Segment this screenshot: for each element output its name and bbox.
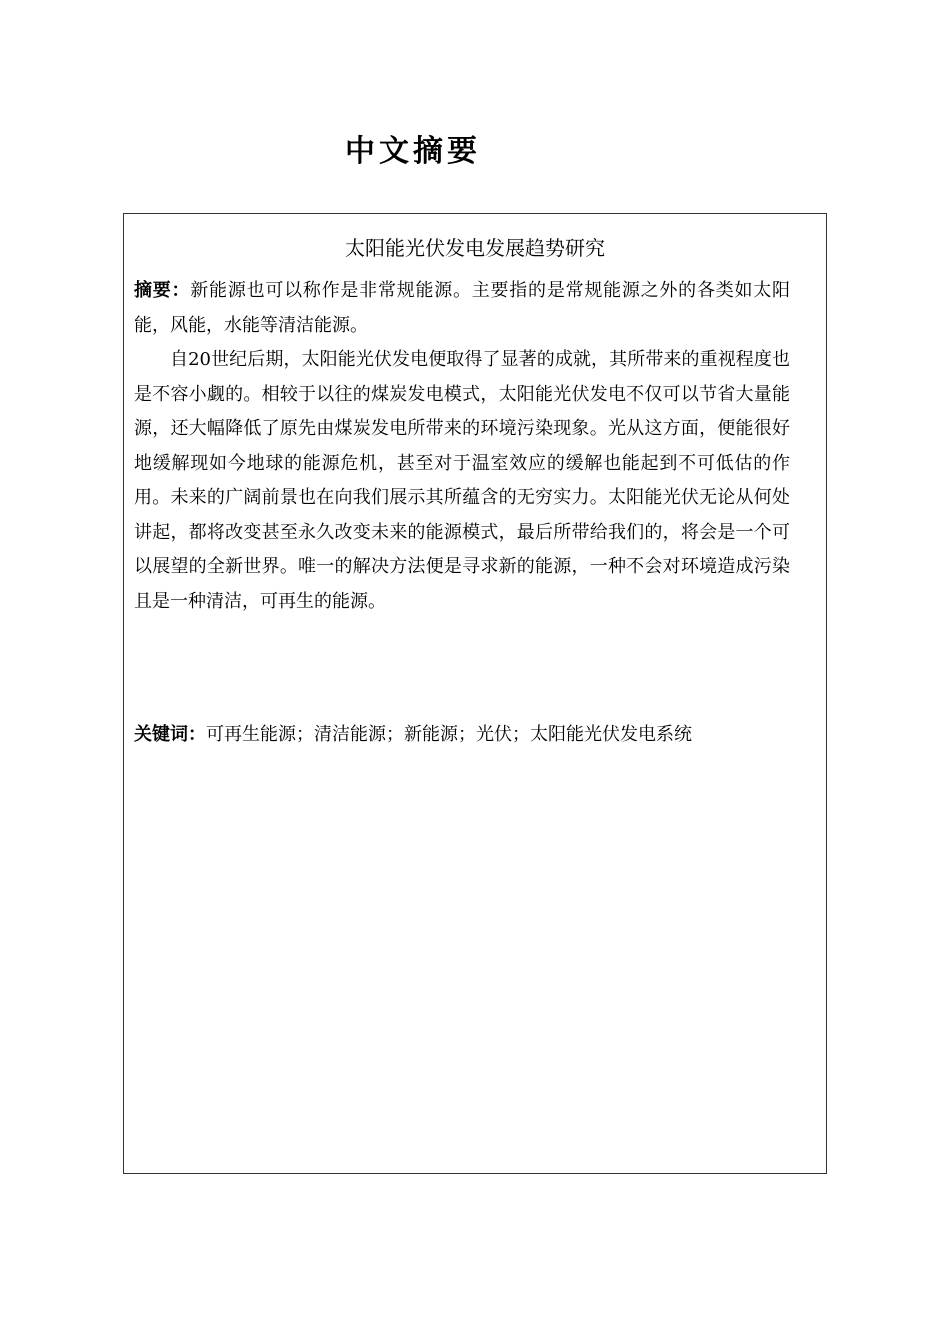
abstract-body — [134, 274, 790, 619]
page-heading: 中文摘要 — [345, 134, 481, 169]
keywords-line — [134, 718, 814, 752]
paper-title: 太阳能光伏发电发展趋势研究 — [345, 236, 605, 260]
keywords-label: 关键词： — [134, 724, 206, 745]
abstract-box — [123, 213, 827, 1174]
abstract-paragraph-1-text: 新能源也可以称作是非常规能源。主要指的是常规能源之外的各类如太阳能，风能，水能等清洁能源。 — [134, 280, 790, 336]
abstract-label: 摘要： — [134, 280, 191, 301]
abstract-paragraph-1 — [134, 274, 790, 343]
abstract-paragraph-2: 自20世纪后期，太阳能光伏发电便取得了显著的成就，其所带来的重视程度也是不容小觑的。相较于以往的煤炭发电模式，太阳能光伏发电不仅可以节省大量能源，还大幅降低了原先由煤炭发电所带来的环境污染现象。光从这方面，便能很好地缓解现如今地球的能源危机，甚至对于温室效应的缓解也能起到不可低估的作用。未来的广阔前景也在向我们展示其所蕴含的无穷实力。太阳能光伏无论从何处讲起，都将改变甚至永久改变未来的能源模式，最后所带给我们的，将会是一个可以展望的全新世界。唯一的解决方法便是寻求新的能源，一种不会对环境造成污染且是一种清洁，可再生的能源。 — [134, 349, 790, 612]
keywords-text: 可再生能源；清洁能源；新能源；光伏；太阳能光伏发电系统 — [206, 724, 692, 745]
